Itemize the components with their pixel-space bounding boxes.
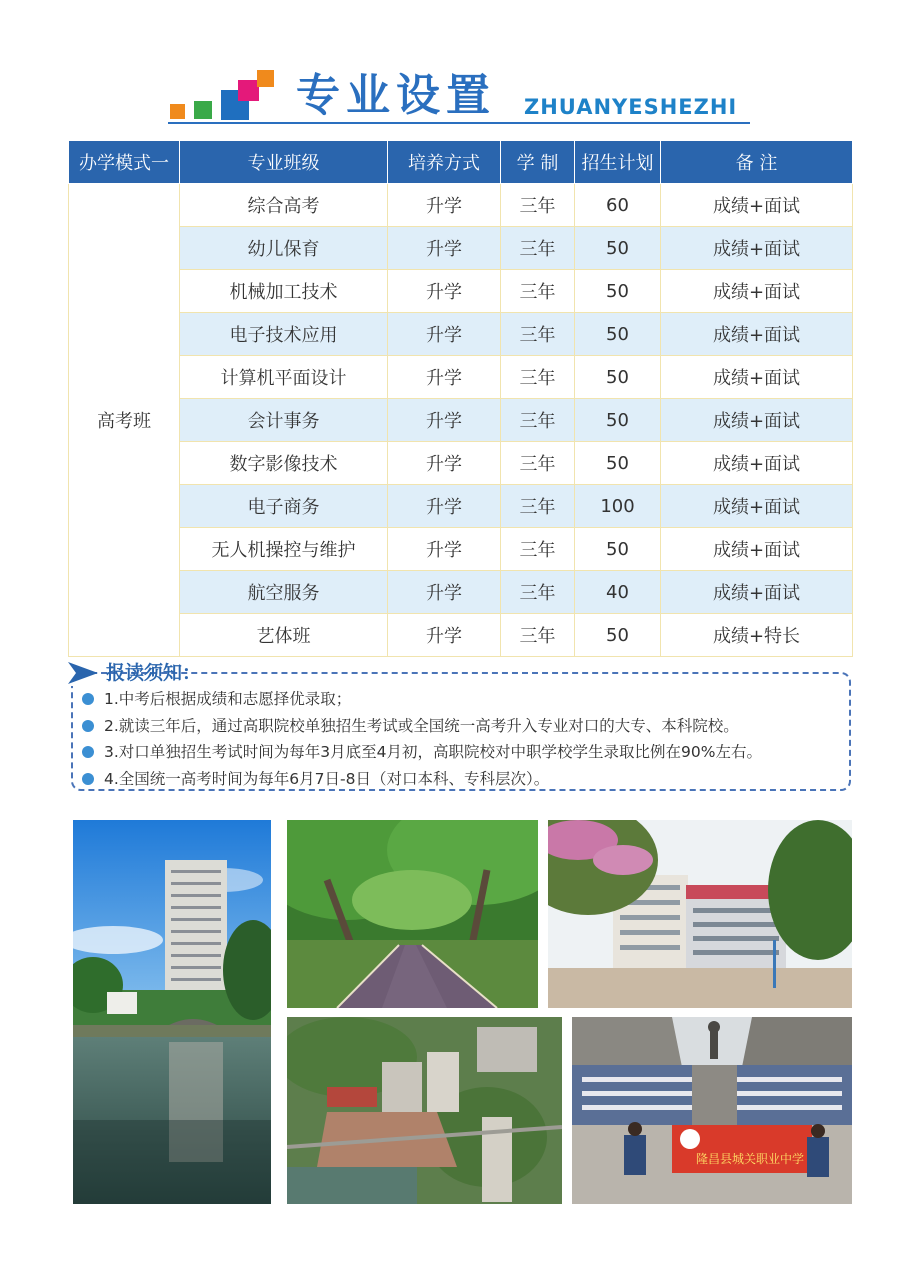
method-cell: 升学 bbox=[388, 356, 501, 399]
deco-square-green bbox=[194, 101, 212, 119]
campus-photo-aerial bbox=[287, 1017, 562, 1204]
method-cell: 升学 bbox=[388, 184, 501, 227]
note-cell: 成绩+面试 bbox=[661, 485, 853, 528]
table-row bbox=[69, 528, 853, 571]
years-cell: 三年 bbox=[501, 270, 575, 313]
plan-cell: 50 bbox=[575, 614, 661, 657]
list-item bbox=[82, 766, 842, 793]
col-header-note: 备 注 bbox=[661, 141, 853, 184]
page-title: 专业设置 bbox=[296, 70, 496, 121]
plan-cell: 50 bbox=[575, 356, 661, 399]
years-cell: 三年 bbox=[501, 485, 575, 528]
notice-item-text: 1.中考后根据成绩和志愿择优录取； bbox=[104, 690, 352, 708]
campus-photo-building-lake bbox=[73, 820, 271, 1204]
deco-square-orange bbox=[170, 104, 185, 119]
table-row bbox=[69, 485, 853, 528]
notice-heading bbox=[68, 660, 202, 686]
years-cell: 三年 bbox=[501, 227, 575, 270]
majors-table bbox=[68, 140, 853, 657]
list-item bbox=[82, 686, 842, 713]
major-cell: 艺体班 bbox=[180, 614, 388, 657]
list-item bbox=[82, 713, 842, 740]
major-cell: 计算机平面设计 bbox=[180, 356, 388, 399]
notice-item-text: 4.全国统一高考时间为每年6月7日-8日（对口本科、专科层次）。 bbox=[104, 769, 550, 788]
method-cell: 升学 bbox=[388, 442, 501, 485]
method-cell: 升学 bbox=[388, 399, 501, 442]
major-cell: 综合高考 bbox=[180, 184, 388, 227]
col-header-major: 专业班级 bbox=[180, 141, 388, 184]
list-item bbox=[82, 739, 842, 766]
plan-cell: 50 bbox=[575, 528, 661, 571]
note-cell: 成绩+面试 bbox=[661, 270, 853, 313]
major-cell: 无人机操控与维护 bbox=[180, 528, 388, 571]
bullet-icon bbox=[82, 693, 94, 705]
major-cell: 电子技术应用 bbox=[180, 313, 388, 356]
note-cell: 成绩+面试 bbox=[661, 528, 853, 571]
table-row bbox=[69, 571, 853, 614]
years-cell: 三年 bbox=[501, 571, 575, 614]
table-row bbox=[69, 614, 853, 657]
note-cell: 成绩+特长 bbox=[661, 614, 853, 657]
major-cell: 幼儿保育 bbox=[180, 227, 388, 270]
plan-cell: 50 bbox=[575, 227, 661, 270]
table-row bbox=[69, 270, 853, 313]
plan-cell: 100 bbox=[575, 485, 661, 528]
major-cell: 电子商务 bbox=[180, 485, 388, 528]
years-cell: 三年 bbox=[501, 442, 575, 485]
notice-item-text: 2.就读三年后，通过高职院校单独招生考试或全国统一高考升入专业对口的大专、本科院校。 bbox=[104, 716, 739, 735]
years-cell: 三年 bbox=[501, 614, 575, 657]
notice-title: 报读须知： bbox=[106, 662, 202, 684]
banner-text: 隆昌县城关职业中学 bbox=[695, 1152, 805, 1166]
note-cell: 成绩+面试 bbox=[661, 571, 853, 614]
notice-item-text: 3.对口单独招生考试时间为每年3月底至4月初，高职院校对中职学校学生录取比例在90%左右。 bbox=[104, 743, 762, 761]
bullet-icon bbox=[82, 720, 94, 732]
col-header-mode: 办学模式一 bbox=[69, 141, 180, 184]
table-row bbox=[69, 184, 853, 227]
note-cell: 成绩+面试 bbox=[661, 356, 853, 399]
deco-square-magenta bbox=[238, 80, 259, 101]
years-cell: 三年 bbox=[501, 313, 575, 356]
years-cell: 三年 bbox=[501, 184, 575, 227]
table-row bbox=[69, 442, 853, 485]
plan-cell: 50 bbox=[575, 313, 661, 356]
table-header-row bbox=[69, 141, 853, 184]
header-underline bbox=[168, 122, 750, 124]
bullet-icon bbox=[82, 746, 94, 758]
note-cell: 成绩+面试 bbox=[661, 227, 853, 270]
note-cell: 成绩+面试 bbox=[661, 442, 853, 485]
note-cell: 成绩+面试 bbox=[661, 313, 853, 356]
method-cell: 升学 bbox=[388, 270, 501, 313]
notice-list bbox=[82, 686, 842, 792]
method-cell: 升学 bbox=[388, 485, 501, 528]
campus-photo-assembly bbox=[572, 1017, 852, 1204]
method-cell: 升学 bbox=[388, 571, 501, 614]
section-header bbox=[0, 0, 921, 140]
col-header-years: 学 制 bbox=[501, 141, 575, 184]
bullet-icon bbox=[82, 773, 94, 785]
major-cell: 会计事务 bbox=[180, 399, 388, 442]
plan-cell: 50 bbox=[575, 399, 661, 442]
years-cell: 三年 bbox=[501, 399, 575, 442]
table-row bbox=[69, 313, 853, 356]
method-cell: 升学 bbox=[388, 313, 501, 356]
mode-cell: 高考班 bbox=[69, 184, 180, 657]
plan-cell: 50 bbox=[575, 270, 661, 313]
major-cell: 航空服务 bbox=[180, 571, 388, 614]
method-cell: 升学 bbox=[388, 227, 501, 270]
major-cell: 机械加工技术 bbox=[180, 270, 388, 313]
table-row bbox=[69, 356, 853, 399]
note-cell: 成绩+面试 bbox=[661, 184, 853, 227]
years-cell: 三年 bbox=[501, 528, 575, 571]
page-subtitle: ZHUANYESHEZHI bbox=[524, 95, 738, 119]
plan-cell: 40 bbox=[575, 571, 661, 614]
campus-photo-tree-road bbox=[287, 820, 538, 1008]
col-header-plan: 招生计划 bbox=[575, 141, 661, 184]
table-row bbox=[69, 227, 853, 270]
method-cell: 升学 bbox=[388, 614, 501, 657]
note-cell: 成绩+面试 bbox=[661, 399, 853, 442]
major-cell: 数字影像技术 bbox=[180, 442, 388, 485]
col-header-method: 培养方式 bbox=[388, 141, 501, 184]
plan-cell: 60 bbox=[575, 184, 661, 227]
years-cell: 三年 bbox=[501, 356, 575, 399]
deco-square-orange-small bbox=[257, 70, 274, 87]
arrow-icon bbox=[68, 662, 98, 684]
table-row bbox=[69, 399, 853, 442]
method-cell: 升学 bbox=[388, 528, 501, 571]
plan-cell: 50 bbox=[575, 442, 661, 485]
campus-photo-buildings bbox=[548, 820, 852, 1008]
